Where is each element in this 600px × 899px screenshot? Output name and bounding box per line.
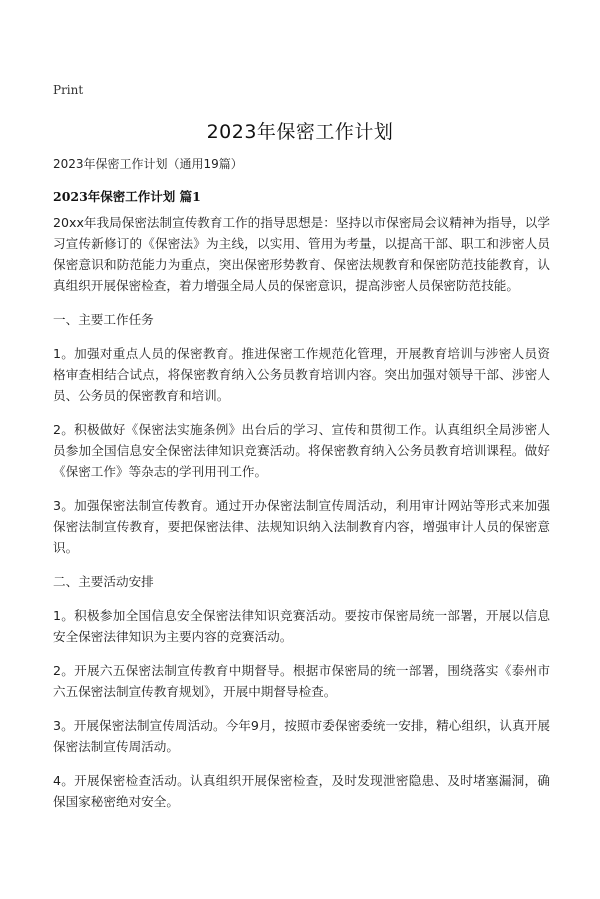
heading-activity-schedule: 二、主要活动安排: [53, 574, 154, 589]
intro-paragraph: 20xx年我局保密法制宣传教育工作的指导思想是：坚持以市保密局会议精神为指导，以学习宣传新修订的《保密法》为主线，以实用、管用为考量，以提高干部、职工和涉密人员保密意识和防范能力为重点，突出保密形势教育、保密法规教育和保密防范技能教育，认真组织开展保密检查，着力增强全局人员的保密意识，提高涉密人员保密防范技能。: [53, 215, 550, 293]
task-paragraph-2: 2。积极做好《保密法实施条例》出台后的学习、宣传和贯彻工作。认真组织全局涉密人员参加全国信息安全保密法律知识竞赛活动。将保密教育纳入公务员教育培训课程。做好《保密工作》等杂志的学刊用刊工作。: [53, 422, 550, 479]
task-paragraph-1: 1。加强对重点人员的保密教育。推进保密工作规范化管理，开展教育培训与涉密人员资格审查相结合试点，将保密教育纳入公务员教育培训内容。突出加强对领导干部、涉密人员、公务员的保密教育和培训。: [53, 346, 550, 403]
document-body: [53, 212, 550, 825]
activity-paragraph-2: 2。开展六五保密法制宣传教育中期督导。根据市保密局的统一部署，围绕落实《泰州市六五保密法制宣传教育规划》，开展中期督导检查。: [53, 663, 550, 699]
document-subtitle: 2023年保密工作计划（通用19篇）: [53, 157, 243, 171]
activity-paragraph-1: 1。积极参加全国信息安全保密法律知识竞赛活动。要按市保密局统一部署，开展以信息安全保密法律知识为主要内容的竞赛活动。: [53, 608, 550, 644]
task-paragraph-3: 3。加强保密法制宣传教育。通过开办保密法制宣传周活动，利用审计网站等形式来加强保密法制宣传教育，要把保密法律、法规知识纳入法制教育内容，增强审计人员的保密意识。: [53, 498, 550, 555]
heading-main-tasks: 一、主要工作任务: [53, 312, 154, 327]
print-label: Print: [53, 83, 84, 97]
section-heading: 2023年保密工作计划 篇1: [53, 189, 201, 204]
activity-paragraph-3: 3。开展保密法制宣传周活动。今年9月，按照市委保密委统一安排，精心组织，认真开展保密法制宣传周活动。: [53, 718, 550, 754]
activity-paragraph-4: 4。开展保密检查活动。认真组织开展保密检查，及时发现泄密隐患、及时堵塞漏洞，确保国家秘密绝对安全。: [53, 773, 550, 809]
page-title: 2023年保密工作计划: [206, 121, 394, 143]
